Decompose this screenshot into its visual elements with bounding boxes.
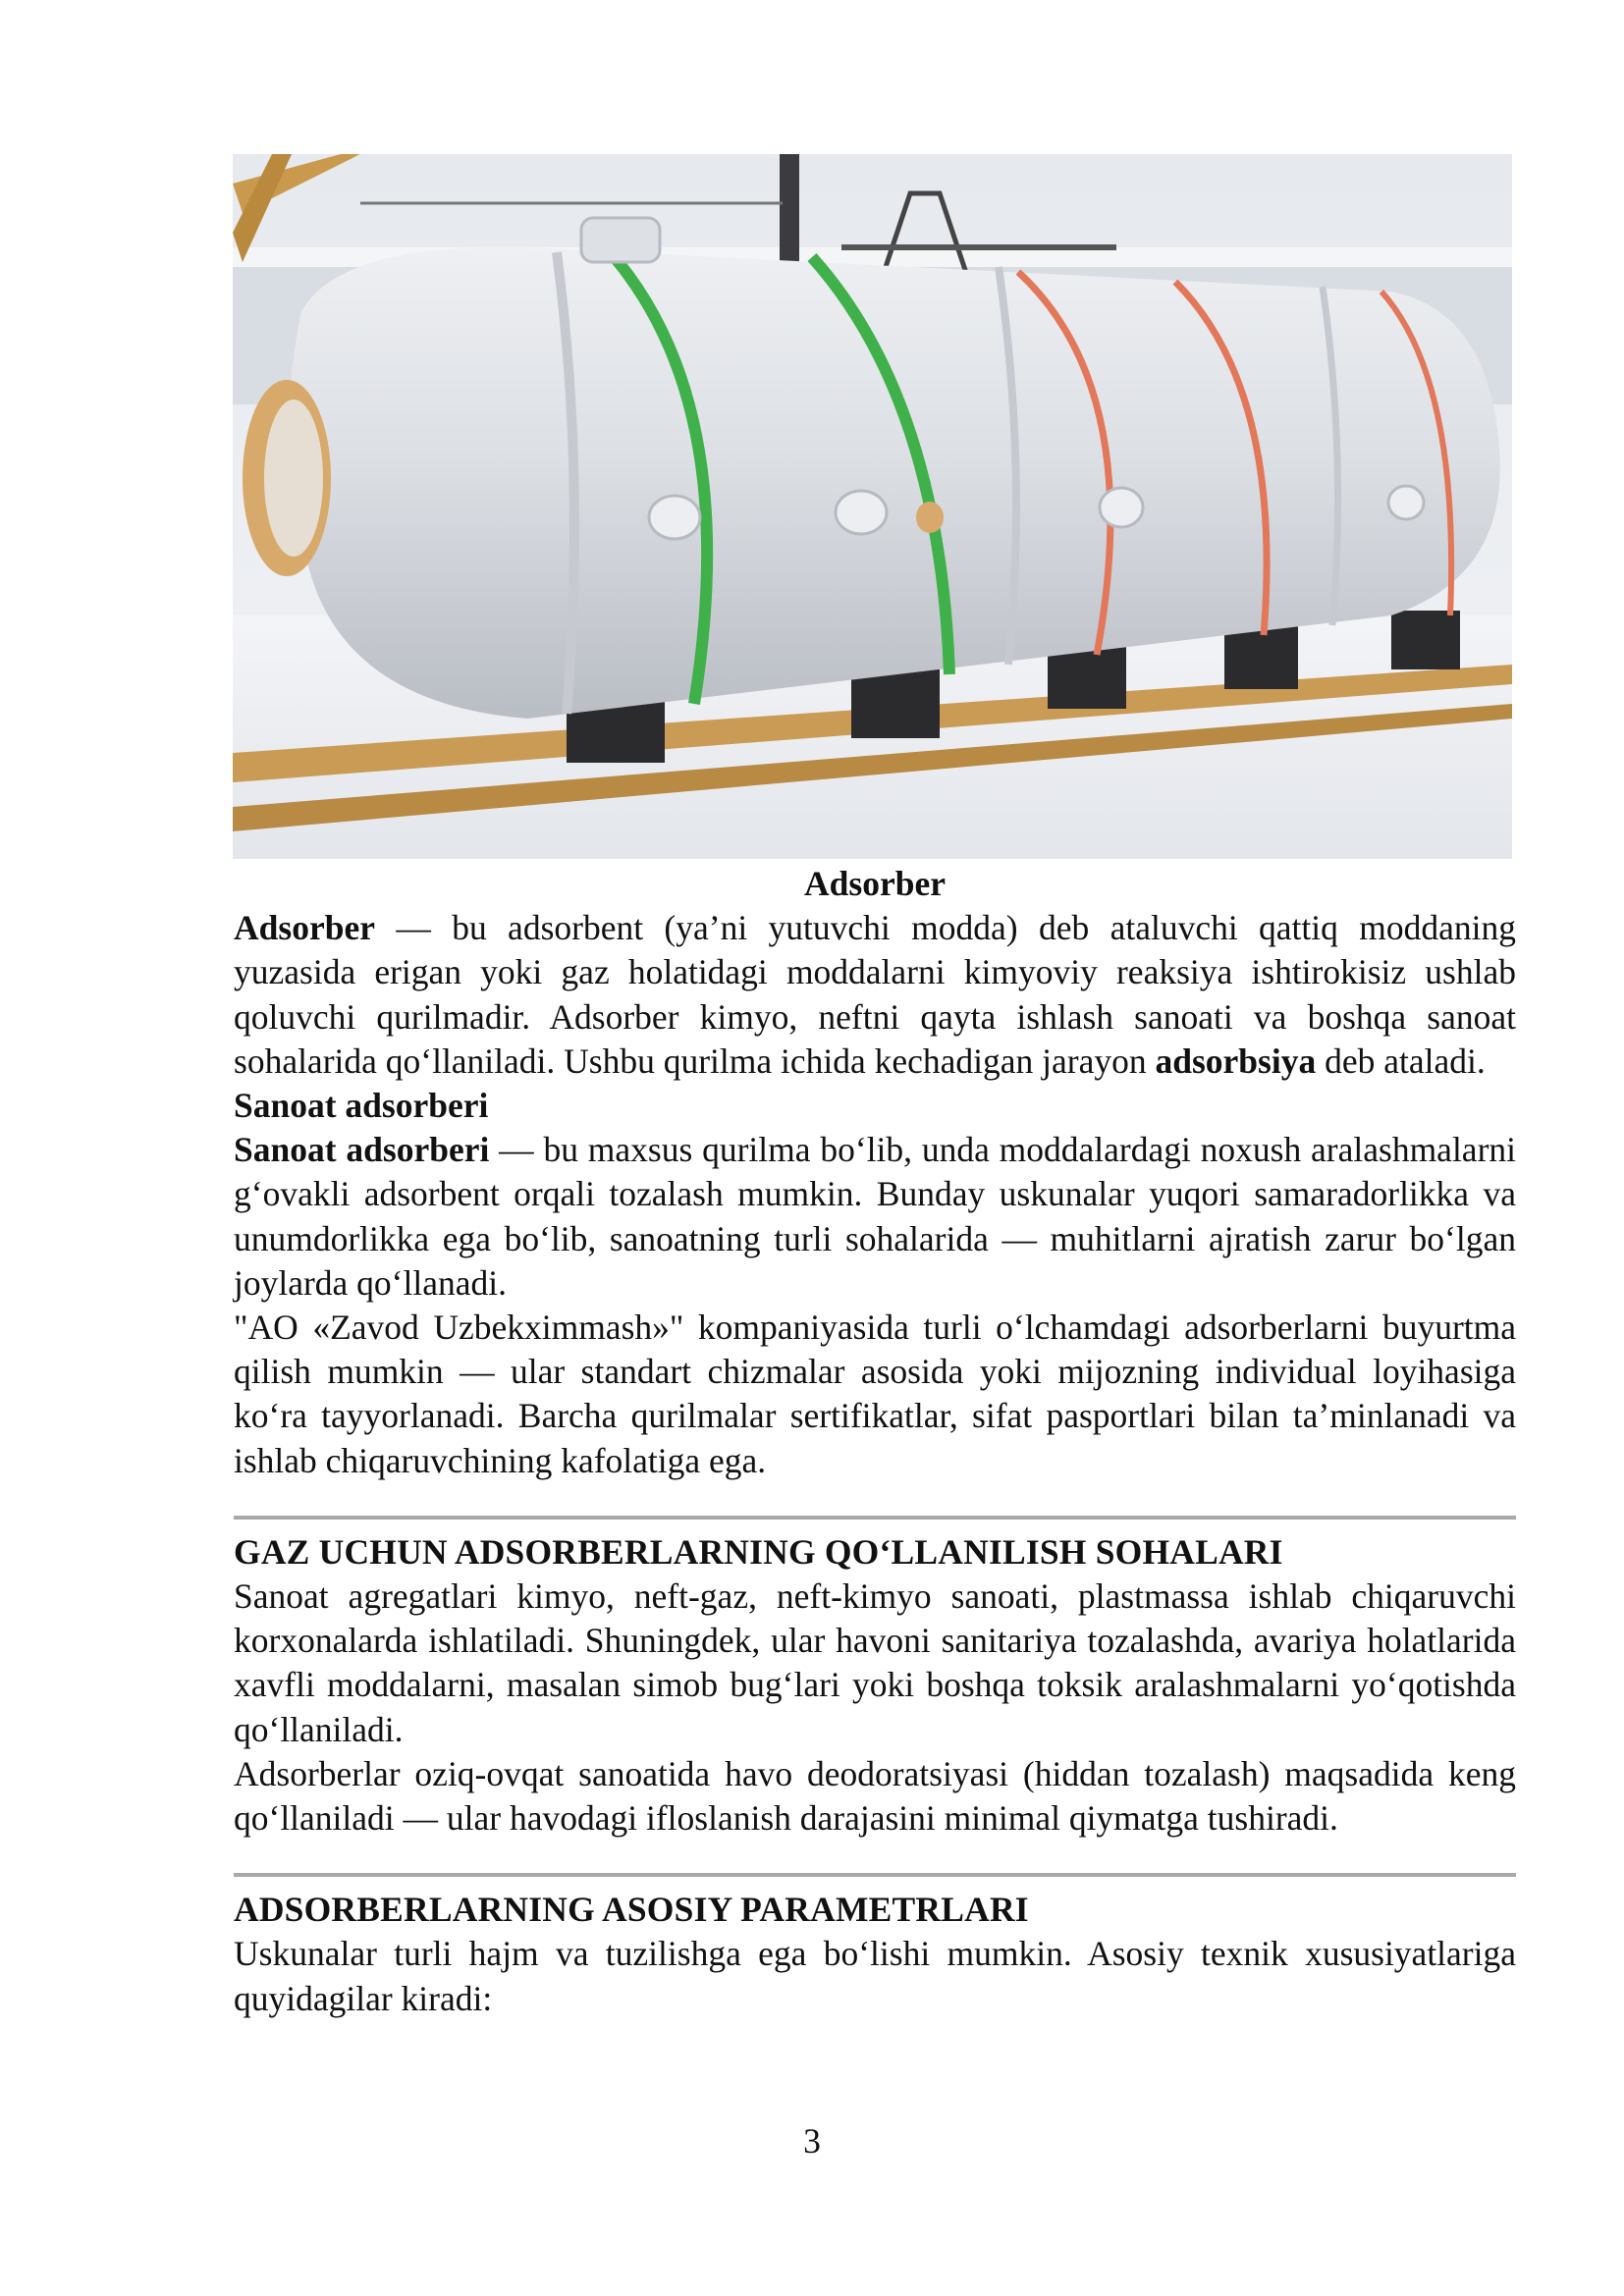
section-divider: [234, 1516, 1516, 1520]
term-adsorber: Adsorber: [234, 908, 375, 948]
adsorber-photo: [233, 154, 1512, 859]
paragraph-company: "AO «Zavod Uzbekximmash»" kompaniyasida turli o‘lchamdagi adsorberlarni buyurtma qilish mumkin — ular standart chizmalar asosida yoki mijozning individual loyihasiga ko‘ra tayyorlanadi. Barcha qurilmalar sertifikatlar, sifat pasportlari bilan ta’minlanadi va ishlab chiqaruvchining kafolatiga ega.: [234, 1308, 1516, 1480]
figure-caption: Adsorber: [804, 864, 946, 903]
paragraph-parameters: Uskunalar turli hajm va tuzilishga ega bo‘lishi mumkin. Asosiy texnik xususiyatlariga quyidagilar kiradi:: [234, 1934, 1516, 2018]
document-body: [234, 862, 1516, 2021]
paragraph-text: — bu adsorbent (ya’ni yutuvchi modda) deb ataluvchi qattiq moddaning yuzasida erigan yoki gaz holatidagi moddalarni kimyoviy reaksiya ishtirokisiz ushlab qoluvchi qurilmadir. Adsorber kimyo, neftni qayta ishlash sanoati va boshqa sanoat sohalarida qo‘llaniladi. Ushbu qurilma ichida kechadigan jarayon: [234, 908, 1516, 1081]
paragraph-text-tail: deb ataladi.: [1316, 1041, 1486, 1081]
paragraph-text: — bu maxsus qurilma bo‘lib, unda moddalardagi noxush aralashmalarni g‘ovakli adsorbent orqali tozalash mumkin. Bunday uskunalar yuqori samaradorlikka va unumdorlikka ega bo‘lib, sanoatning turli sohalarida — muhitlarni ajratish zarur bo‘lgan joylarda qo‘llanadi.: [234, 1130, 1516, 1303]
paragraph-adsorber-definition: [234, 906, 1516, 1084]
paragraph-applications-1: Sanoat agregatlari kimyo, neft-gaz, neft-kimyo sanoati, plastmassa ishlab chiqaruvchi korxonalarda ishlatiladi. Shuningdek, ular havoni sanitariya tozalashda, avariya holatlarida xavfli moddalarni, masalan simob bug‘lari yoki boshqa toksik aralashmalarni yo‘qotishda qo‘llaniladi.: [234, 1576, 1516, 1749]
section-heading-applications: GAZ UCHUN ADSORBERLARNING QO‘LLANILISH SOHALARI: [234, 1531, 1283, 1572]
subheading-sanoat-adsorberi: Sanoat adsorberi: [234, 1086, 489, 1126]
section-divider: [234, 1873, 1516, 1877]
term-sanoat-adsorberi: Sanoat adsorberi: [234, 1130, 490, 1170]
page-number: 3: [803, 2121, 821, 2161]
paragraph-sanoat-adsorberi: [234, 1128, 1516, 1306]
paragraph-applications-2: Adsorberlar oziq-ovqat sanoatida havo deodoratsiyasi (hiddan tozalash) maqsadida keng qo‘llaniladi — ular havodagi ifloslanish darajasini minimal qiymatga tushiradi.: [234, 1753, 1516, 1839]
adsorber-vessel-illustration: [233, 154, 1512, 859]
section-heading-parameters: ADSORBERLARNING ASOSIY PARAMETRLARI: [234, 1890, 1029, 1930]
term-adsorbsiya: adsorbsiya: [1155, 1041, 1317, 1081]
